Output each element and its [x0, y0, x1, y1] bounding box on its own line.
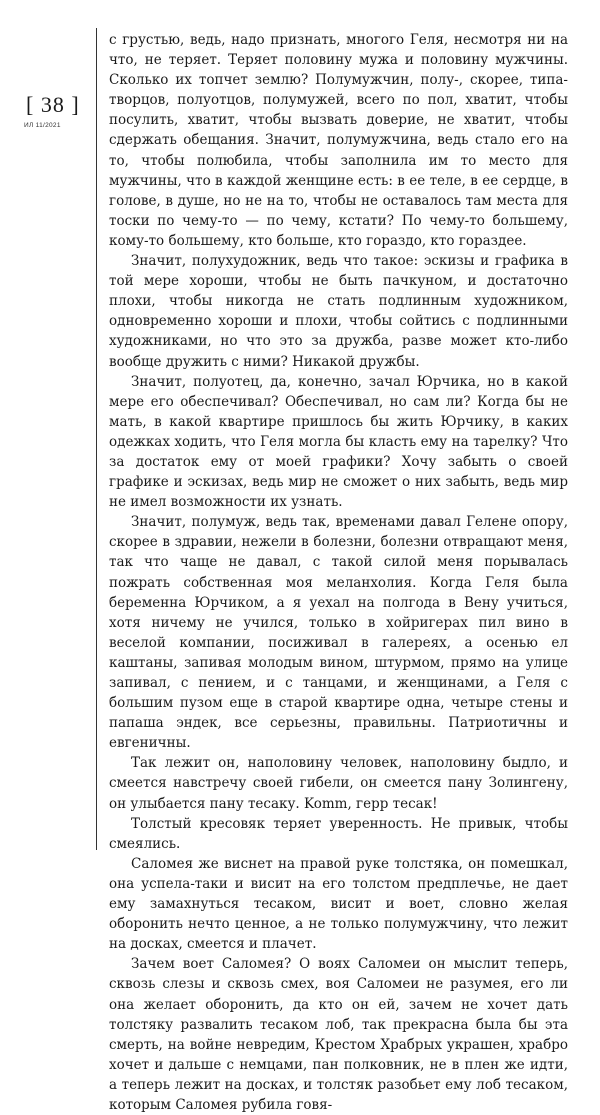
paragraph: Толстый кресовяк теряет уверенность. Не привык, чтобы смеялись. [109, 815, 568, 852]
paragraph: Саломея же виснет на правой руке толстяка, он помешкал, она успела-таки и висит на его толстом предплечье, не дает ему замахнуться тесаком, висит и воет, словно желая оборонить нечто ценное, а не только полумужчину, что лежит на досках, смеется и плачет. [109, 855, 568, 953]
paragraph: с грустью, ведь, надо признать, многого Геля, несмотря ни на что, не теряет. Теряет половину мужа и половину мужчины. Сколько их топчет землю? Полумужчин, полу-, скорее, типа-творцов, полуотцов, полумужей, всего по пол, хватит, чтобы посулить, хватит, чтобы вызвать доверие, не хватит, чтобы сдержать обещания. Значит, полумужчина, ведь стало его на то, чтобы полюбила, чтобы заполнила им то место для мужчины, что в каждой женщине есть: в ее теле, в ее сердце, в голове, в душе, но не на то, чтобы не оставалось там места для тоски по чему-то — по чему, кстати? По чему-то большему, кому-то большему, кто больше, кто гораздо, кто гораздее. [109, 32, 568, 249]
body-text [109, 30, 568, 1115]
paragraph: Значит, полухудожник, ведь что такое: эскизы и графика в той мере хороши, чтобы не быть пачкуном, и достаточно плохи, чтобы никогда не стать подлинным художником, одновременно хороши и плохи, чтобы сойтись с подлинными художниками, но что это за дружба, разве может кто-либо вообще дружить с ними? Никакой дружбы. [109, 253, 568, 370]
paragraph: Значит, полумуж, ведь так, временами давал Гелене опору, скорее в здравии, нежели в болезни, болезни отвращают меня, так что чаще не давал, с такой силой меня порывалась пожрать собственная моя меланхолия. Когда Геля была беременна Юрчиком, а я уехал на полгода в Вену учиться, хотя ничему не учился, только в хойригерах пил вино в веселой компании, посиживал в галереях, а осенью ел каштаны, запивая молодым вином, штурмом, прямо на улице запивал, с пением, и с танцами, и женщинами, а Геля с большим пузом еще в старой квартире одна, четыре стены и папаша эндек, все серьезны, правильны. Патриотичны и евгеничны. [109, 514, 568, 752]
paragraph: Так лежит он, наполовину человек, наполовину быдло, и смеется навстречу своей гибели, он смеется пану Золингену, он улыбается пану тесаку. Komm, герр тесак! [109, 755, 568, 812]
page-number: [ 38 ] [26, 92, 80, 117]
paragraph: Зачем воет Саломея? О воях Саломеи он мыслит теперь, сквозь слезы и сквозь смех, воя Саломеи не разумея, его ли она желает оборонить, да кто он ей, зачем не хочет дать толстяку развалить тесаком лоб, так прекрасна была бы эта смерть, на войне невредим, Крестом Храбрых украшен, храбро хочет и дальше с немцами, пан полковник, не в плен же идти, а теперь лежит на досках, и толстяк разобьет ему лоб тесаком, которым Саломея рубила говя- [109, 956, 568, 1113]
paragraph: Значит, полуотец, да, конечно, зачал Юрчика, но в какой мере его обеспечивал? Обеспечивал, но сам ли? Когда бы не мать, в какой квартире пришлось бы жить Юрчику, в каких одежках ходить, что Геля могла бы класть ему на тарелку? Что за достаток ему от моей графики? Хочу забыть о своей графике и эскизах, ведь мир не сможет о них забыть, ведь мир не имел возможности их узнать. [109, 373, 568, 511]
margin-rule [96, 28, 97, 850]
issue-label: ИЛ 11/2021 [24, 122, 61, 129]
